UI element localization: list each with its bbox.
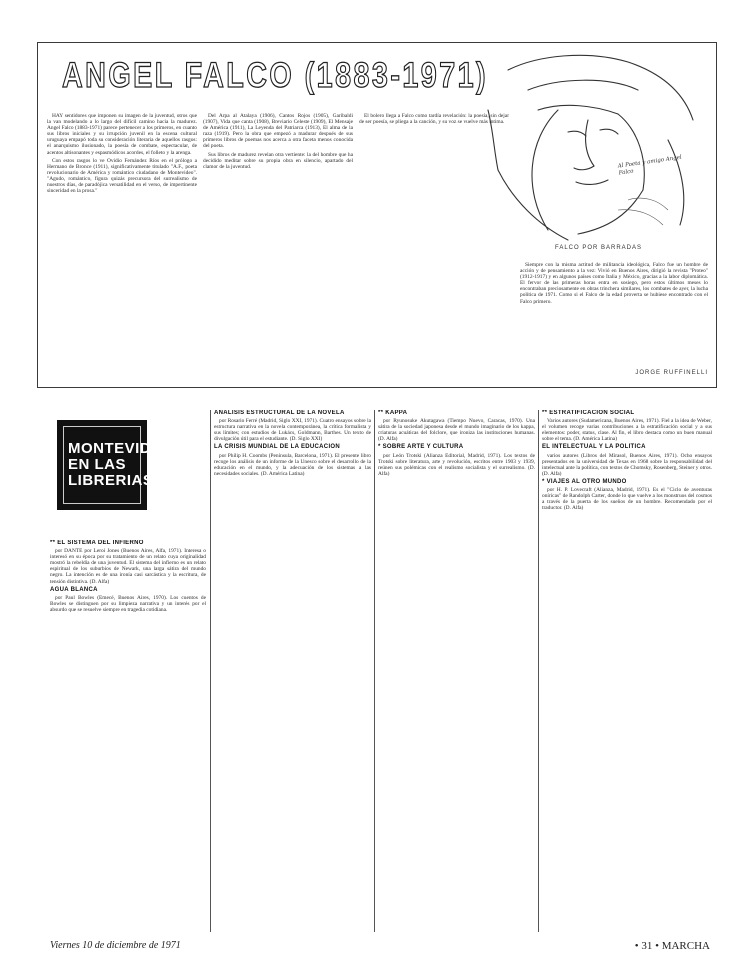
article-column-2 [203, 113, 353, 383]
review-body: Varios autores (Sudamericana, Buenos Aires, 1971). Fiel a la idea de Weber, el volumen recoge varias contribuciones a la estratificación social y a sus elementos: poder, status, clase. Al fin, el libro destaca como un buen manual sobre el tema. (D. América Latina) [542, 418, 712, 443]
issue-date: Viernes 10 de diciembre de 1971 [50, 940, 181, 951]
section-heading-line: EN LAS [68, 456, 127, 473]
review-heading: ** EL SISTEMA DEL INFIERNO [50, 540, 144, 546]
review-body: por Ryunosuke Akutagawa (Tiempo Nuevo, Caracas, 1970). Una sátira de la sociedad japonesa desde el mundo imaginario de los kappa, criaturas acuáticas del folclore, que ironiza las instituciones humanas. (D. Alfa) [378, 418, 535, 443]
illustration-caption: FALCO POR BARRADAS [555, 245, 643, 251]
review-body: por H. P. Lovecraft (Alianza, Madrid, 1971). Es el "Ciclo de aventuras oníricas" de Randolph Carter, donde lo que vuelve a los monstruos del cosmos a través de la puerta de los sueños de un hombre. Recomendado por el traductor. (D. Alfa) [542, 487, 712, 512]
section-heading-line: LIBRERIAS [68, 472, 154, 489]
article-paragraph: Siempre con la misma actitud de militancia ideológica, Falco fue un hombre de acción y de pensamiento a la vez: Vivió en Buenos Aires, dirigió la revista "Proteo" (1912-1917) y en algunos países como Italia y México, gracias a la labor diplomática. El fervor de las primeras horas entra en sosiego, pero estos últimos meses lo encontraban preciosamente en obras trinchera similares, los combates de ayer, la lucha política de 1971. Como si el Falco de la edad proverta se hubiese encontrado con el Falco primero. [520, 262, 708, 305]
review-body: por León Trotski (Alianza Editorial, Madrid, 1971). Los textos de Trotski sobre literatura, arte y revolución, escritos entre 1903 y 1939, reúnen sus polémicas con el realismo socialista y el surrealismo. (D. Alfa) [378, 452, 535, 477]
review-body: por Paul Bowles (Emecé, Buenos Aires, 1970). Los cuentos de Bowles se distinguen por su limpieza narrativa y un interés por el absurdo que se resuelve siempre en tragedia cotidiana. [50, 594, 206, 613]
reviews-column-2 [214, 410, 371, 932]
article-paragraph: El bolero llega a Falco como tardía revelación: la poesía, sin dejar de ser poesía, se pliega a la canción, y su voz se vuelve más íntima. [359, 113, 509, 126]
column-divider [374, 410, 375, 932]
review-heading: * VIAJES AL OTRO MUNDO [542, 478, 627, 485]
reviews-column-3 [378, 410, 535, 932]
review-body: varios autores (Libros del Mirasol, Buenos Aires, 1971). Ocho ensayos presentados en la universidad de Texas en 1968 sobre la responsabilidad del intelectual ante la política, con textos de Chomsky, Rosenberg, Steiner y otros. (D. Alfa) [542, 452, 712, 477]
review-body: por Philip H. Coombs (Península, Barcelona, 1971). El presente libro recoge los análisis de un informe de la Unesco sobre el desarrollo de la educación en el mundo, y la adecuación de los sistemas a las necesidades sociales. (D. América Latina) [214, 452, 371, 477]
review-heading: AGUA BLANCA [50, 586, 98, 593]
review-heading: LA CRISIS MUNDIAL DE LA EDUCACION [214, 444, 341, 451]
section-heading-box [57, 420, 174, 510]
article-paragraph: Del Arpa al Atalaya (1906), Cantos Rojos (1905), Garibaldi (1907), Vida que canta (1908), Breviario Celeste (1909), El Mensaje de América (1911), La Leyenda del Patriarca (1913), El alma de la raza (1919). Pero la obra que empezó a madurar después de sus primeros libros de poemas nos acerca a otra faceta menos conocida del poeta. [203, 113, 353, 150]
review-heading: ** KAPPA [378, 410, 408, 416]
article-column-4 [520, 262, 708, 362]
dedication-signature: Al Poeta y amigo Angel Falco [617, 154, 683, 177]
review-heading: * SOBRE ARTE Y CULTURA [378, 444, 464, 451]
review-heading: ANALISIS ESTRUCTURAL DE LA NOVELA [214, 410, 345, 416]
reviews-column-1 [50, 540, 206, 932]
article-paragraph: Sus libros de madurez revelan otra vertiente: la del hombre que ha decidido meditar sobre su propia obra en silencio, apartado del clamor de la juventud. [203, 151, 353, 170]
reviews-column-4 [542, 410, 712, 932]
portrait-sketch [468, 50, 712, 250]
review-body: por Rosario Ferré (Madrid, Siglo XXI, 1971). Cuatro ensayos sobre la estructura narrativa en la novela contemporánea, la crítica formalista y sus límites; con estudios de Lukács, Goldmann, Barthes. Un texto de divulgación útil para el estudiante. (D. Siglo XXI) [214, 418, 371, 443]
article-paragraph: HAY sentidores que imponen su imagen de la juventud, otros que la van modelando a lo largo del difícil camino hacia la madurez. Angel Falco (1883-1971) parece pertenecer a los primeros, en cuanto sus libros iniciales y su irrupción juvenil en la escena cultural uruguaya empapó toda su consideración literaria de aquellos rasgos: el anarquismo ilusionado, la poesía de combate, espectacular, de acentos altisonantes y espasmódicos acordes, el folleto y la arenga. [47, 113, 197, 156]
column-divider [538, 410, 539, 932]
column-divider [210, 410, 211, 932]
review-heading: EL INTELECTUAL Y LA POLITICA [542, 444, 646, 451]
article-byline: JORGE RUFFINELLI [635, 370, 708, 376]
article-column-1 [47, 113, 197, 383]
page-number-masthead: • 31 • MARCHA [634, 940, 710, 952]
article-paragraph: Con estos rasgos lo ve Ovidio Fernández Ríos en el prólogo a Hermano de Bronce (1911), significativamente titulado "A.F., poeta revolucionario de América y romántico ciudadano de Montevideo". "Agudo, romántico, figura quizás precursora del surrealismo de nuestros días, de paradójica versatilidad en el verso, de impertinente sinceridad en la prosa." [47, 157, 197, 195]
article-title: ANGEL FALCO (1883-1971) [62, 56, 489, 95]
review-body: por DANTE por Leroi Jones (Buenos Aires, Alfa, 1971). Interesa o interesó en su época por su tratamiento de un relato cuya originalidad mostró la rebeldía de una juventud. El sistema del infierno es un relato espiritual de los suburbios de Newark, una larga sátira del mundo negro. La intención es de una ironía casi sarcástica y la escritura, de tensión distintiva. (D. Alfa) [50, 548, 206, 585]
review-heading: ** ESTRATIFICACION SOCIAL [542, 410, 635, 416]
section-heading-line: MONTEVIDEO [68, 440, 174, 457]
